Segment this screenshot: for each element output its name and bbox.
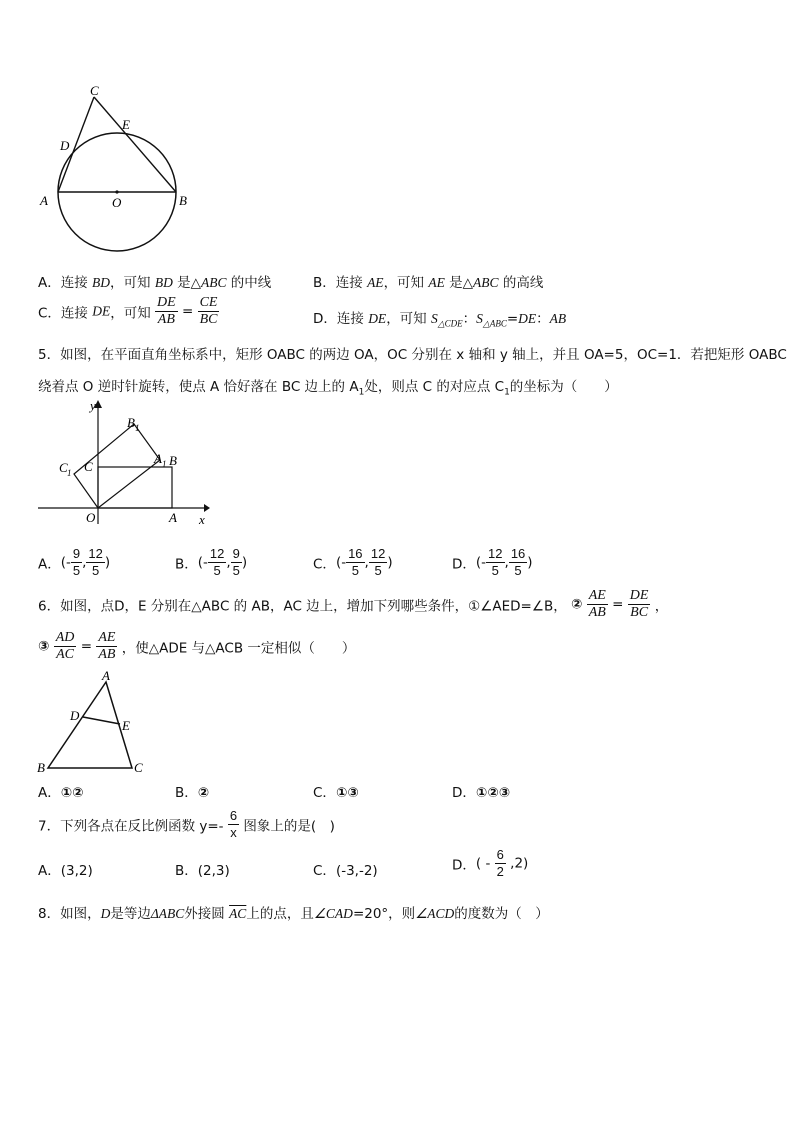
label-a: A: [102, 668, 110, 683]
fraction-6-2: $\frac{6}{2}$: [496, 847, 504, 879]
fraction-de-ab: $\frac{DE}{AB}$: [157, 295, 176, 327]
fraction-ae-ab: $\frac{AE}{AB}$: [588, 588, 606, 620]
triangle-diagram: [34, 668, 154, 778]
q4-option-b: B．连接 AE，可知 AE 是△ABC 的高线: [313, 275, 544, 291]
label-c: C: [134, 760, 143, 775]
q7-option-c: C．(-3,-2): [313, 863, 378, 879]
q6-line2: ③ $\frac{AD}{AC}$ = $\frac{AE}{AB}$ ，使△ADE 与△ACB 一定相似（ ）: [38, 630, 356, 662]
label-o: O: [86, 510, 96, 525]
label-y: y: [90, 398, 96, 413]
label-a1-sub: 1: [162, 459, 167, 469]
rectangle-oabc: [98, 467, 172, 508]
q5-option-b: B．(- $\frac{12}{5}$ , $\frac{9}{5}$ ): [175, 546, 248, 578]
q7-option-a: A．(3,2): [38, 863, 93, 879]
q6-option-c: C．①③: [313, 785, 359, 801]
q7-option-d: D．( - $\frac{6}{2}$ ,2): [452, 847, 529, 879]
label-b1: B: [127, 415, 135, 430]
q8-stem: 8．如图，D是等边ΔABC外接圆 $\overline{AC}$上的点，且∠CAD=20°，则∠ACD的度数为（ ）: [38, 906, 549, 922]
segment-cb: [94, 97, 176, 192]
x-axis-arrow: [204, 504, 210, 512]
coordinate-diagram: [34, 396, 214, 530]
label-b1-sub: 1: [135, 423, 140, 433]
label-c: C: [84, 459, 93, 474]
q4-option-d: D．连接 DE，可知 $S_{\triangle CDE}$：$S_{\triangle ABC}=DE$：AB: [313, 311, 567, 329]
label-d: D: [70, 708, 80, 723]
label-x: x: [199, 512, 205, 527]
q5-option-d: D．(- $\frac{12}{5}$ , $\frac{16}{5}$ ): [452, 546, 533, 578]
fraction-ae-ab-2: $\frac{AE}{AB}$: [98, 630, 116, 662]
fraction-ad-ac: $\frac{AD}{AC}$: [55, 630, 75, 662]
figure-triangle-de: [34, 668, 154, 778]
q7-stem: 7．下列各点在反比例函数 y=- $\frac{6}{x}$ 图象上的是( ): [38, 808, 335, 840]
label-b: B: [37, 760, 45, 775]
label-a: A: [40, 193, 48, 208]
q5-line2: 绕着点 O 逆时针旋转，使点 A 恰好落在 BC 边上的 $A_1$处，则点 C 的对应点 $C_1$的坐标为（ ）: [38, 379, 618, 398]
label-c1-sub: 1: [67, 468, 72, 478]
circle-diagram: [30, 80, 210, 260]
triangle-abc: [48, 682, 132, 768]
q4-option-c: C．连接 DE，可知 $\frac{DE}{AB}$ = $\frac{CE}{BC}$: [38, 295, 218, 327]
segment-de: [83, 717, 120, 724]
q6-line1: 6．如图，点D，E 分别在△ABC 的 AB，AC 边上，增加下列哪些条件，①∠AED=∠B， ② $\frac{AE}{AB}$ = $\frac{DE}{BC}$ ，: [38, 588, 669, 620]
q6-option-b: B．②: [175, 785, 210, 801]
fraction-de-bc: $\frac{DE}{BC}$: [629, 588, 649, 620]
q5-option-c: C．(- $\frac{16}{5}$ , $\frac{12}{5}$ ): [313, 546, 393, 578]
label-c1: C: [59, 460, 68, 475]
point-o: [115, 190, 118, 193]
figure-circle-triangle: [30, 80, 210, 260]
figure-rectangle-rotation: [34, 396, 214, 530]
q7-option-b: B．(2,3): [175, 863, 230, 879]
label-a1: A: [154, 451, 162, 466]
q5-line1: 5．如图，在平面直角坐标系中，矩形 OABC 的两边 OA，OC 分别在 x 轴和 y 轴上，并且 OA=5，OC=1．若把矩形 OABC: [38, 347, 787, 363]
q6-option-d: D．①②③: [452, 785, 511, 801]
fraction-ce-bc: $\frac{CE}{BC}$: [199, 295, 218, 327]
q4-option-a: A．连接 BD，可知 BD 是△ABC 的中线: [38, 275, 272, 291]
label-b: B: [179, 193, 187, 208]
label-o: O: [112, 195, 122, 210]
label-c: C: [90, 83, 99, 98]
label-d: D: [60, 138, 70, 153]
label-b: B: [169, 453, 177, 468]
label-e: E: [122, 718, 130, 733]
fraction-6-x: $\frac{6}{x}$: [229, 808, 238, 840]
label-e: E: [122, 117, 130, 132]
q6-option-a: A．①②: [38, 785, 84, 801]
label-a: A: [169, 510, 177, 525]
q5-option-a: A．(- $\frac{9}{5}$ , $\frac{12}{5}$ ): [38, 546, 111, 578]
